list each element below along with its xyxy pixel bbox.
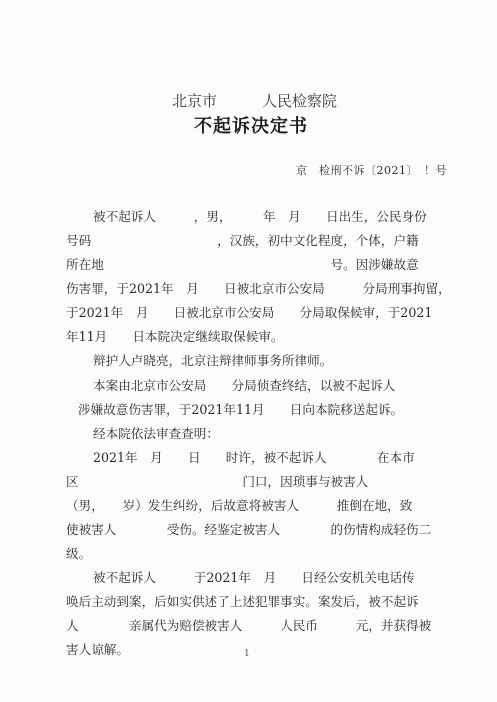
body-line: 2021年 月 日 时许，被不起诉人 在本市 xyxy=(93,450,415,465)
page-number: 1 xyxy=(244,649,250,659)
body-line: 伤害罪，于2021年 月 日被北京市公安局 分局刑事拘留， xyxy=(66,281,451,296)
body-line: 于2021年 月 日被北京市公安局 分局取保候审，于2021 xyxy=(66,305,433,320)
body-line: 号码 ，汉族，初中文化程度，个体，户籍 xyxy=(66,233,419,248)
body-line: 级。 xyxy=(66,546,92,561)
body-line: 使被害人 受伤。经鉴定被害人 的伤情构成轻伤二 xyxy=(66,522,432,537)
body-line: 辩护人卢晓亮，北京注辩律师事务所律师。 xyxy=(93,353,333,368)
procuratorate-name: 北京市 人民检察院 xyxy=(172,92,338,110)
body-line: 人 亲属代为赔偿被害人 人民币 元，并获得被 xyxy=(66,618,432,633)
body-line: 涉嫌故意伤害罪，于2021年11月 日向本院移送起诉。 xyxy=(78,402,404,417)
body-line: 被不起诉人 于2021年 月 日经公安机关电话传 xyxy=(93,570,415,585)
body-line: 被不起诉人 ，男， 年 月 日出生，公民身份 xyxy=(93,209,427,224)
body-line: 所在地 号。因涉嫌故意 xyxy=(66,257,419,272)
body-line: 年11月 日本院决定继续取保候审。 xyxy=(66,329,284,344)
body-line: 本案由北京市公安局 分局侦查终结，以被不起诉人 xyxy=(93,378,396,393)
body-line: 唤后主动到案，后如实供述了上述犯罪事实。案发后，被不起诉 xyxy=(66,594,419,609)
body-line: 区 门口，因琐事与被害人 xyxy=(66,474,369,489)
body-line: 经本院依法审查查明： xyxy=(93,426,219,441)
body-line: 害人谅解。 xyxy=(66,642,129,657)
document-number: 京 检刑不诉〔2021〕 ！号 xyxy=(296,164,447,177)
document-title: 不起诉决定书 xyxy=(194,116,308,137)
body-line: （男， 岁）发生纠纷，后故意将被害人 推倒在地，致 xyxy=(66,498,413,513)
